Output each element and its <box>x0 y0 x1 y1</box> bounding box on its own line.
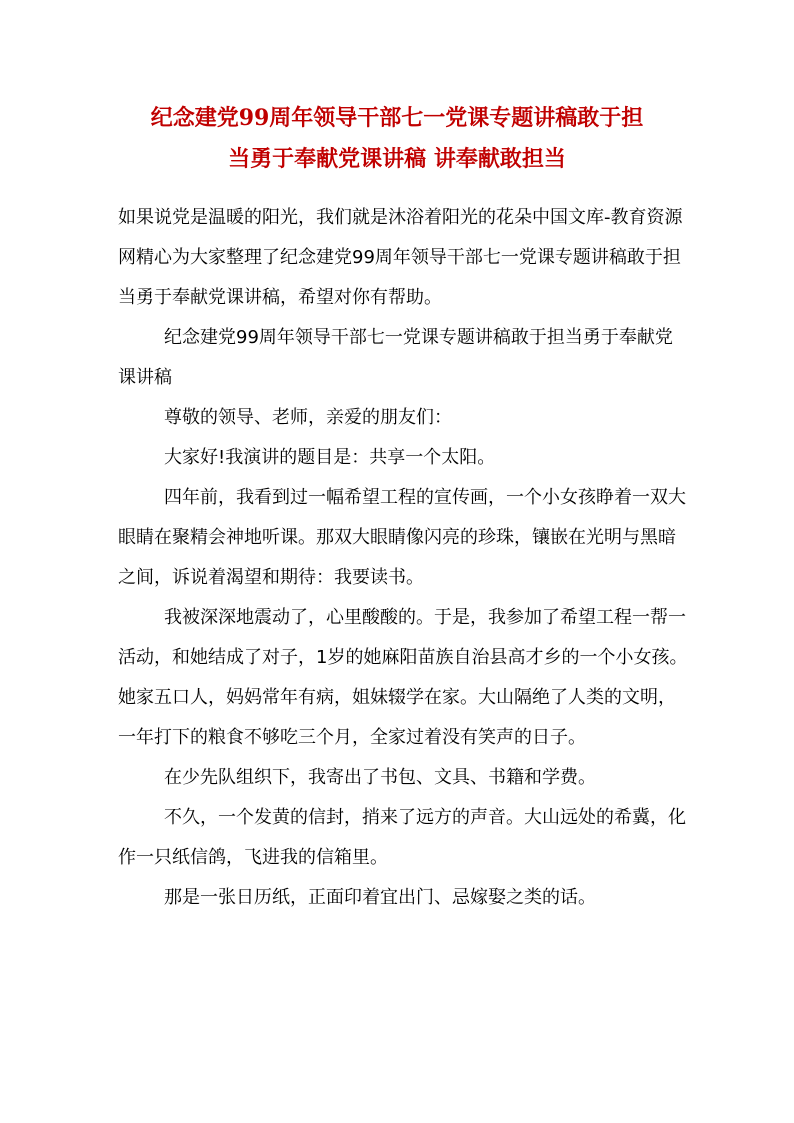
body-paragraph-4: 不久，一个发黄的信封，捎来了远方的声音。大山远处的希冀，化作一只纸信鸽，飞进我的信箱里。 <box>118 807 686 868</box>
body-paragraph-1: 四年前，我看到过一幅希望工程的宣传画，一个小女孩睁着一双大眼睛在聚精会神地听课。那双大眼睛像闪亮的珍珠，镶嵌在光明与黑暗之间，诉说着渴望和期待：我要读书。 <box>118 487 686 588</box>
document-title-line-2: 当勇于奉献党课讲稿 讲奉献敢担当 <box>228 146 566 172</box>
greeting-paragraph: 大家好!我演讲的题目是：共享一个太阳。 <box>164 447 496 468</box>
body-paragraph-2: 我被深深地震动了，心里酸酸的。于是，我参加了希望工程一帮一活动，和她结成了对子，1岁的她麻阳苗族自治县高才乡的一个小女孩。她家五口人，妈妈常年有病，姐妹辍学在家。大山隔绝了人类的文明，一年打下的粮食不够吃三个月，全家过着没有笑声的日子。 <box>118 607 688 748</box>
document-title-line-1: 纪念建党99周年领导干部七一党课专题讲稿敢于担 <box>150 105 644 131</box>
intro-paragraph: 如果说党是温暖的阳光，我们就是沐浴着阳光的花朵中国文库-教育资源网精心为大家整理了纪念建党99周年领导干部七一党课专题讲稿敢于担当勇于奉献党课讲稿，希望对你有帮助。 <box>118 207 683 308</box>
body-paragraph-3: 在少先队组织下，我寄出了书包、文具、书籍和学费。 <box>164 767 596 788</box>
body-paragraph-5: 那是一张日历纸，正面印着宜出门、忌嫁娶之类的话。 <box>164 887 596 908</box>
subtitle-paragraph: 纪念建党99周年领导干部七一党课专题讲稿敢于担当勇于奉献党课讲稿 <box>118 327 673 388</box>
document-body <box>118 198 688 918</box>
salutation-paragraph: 尊敬的领导、老师，亲爱的朋友们： <box>164 407 452 428</box>
